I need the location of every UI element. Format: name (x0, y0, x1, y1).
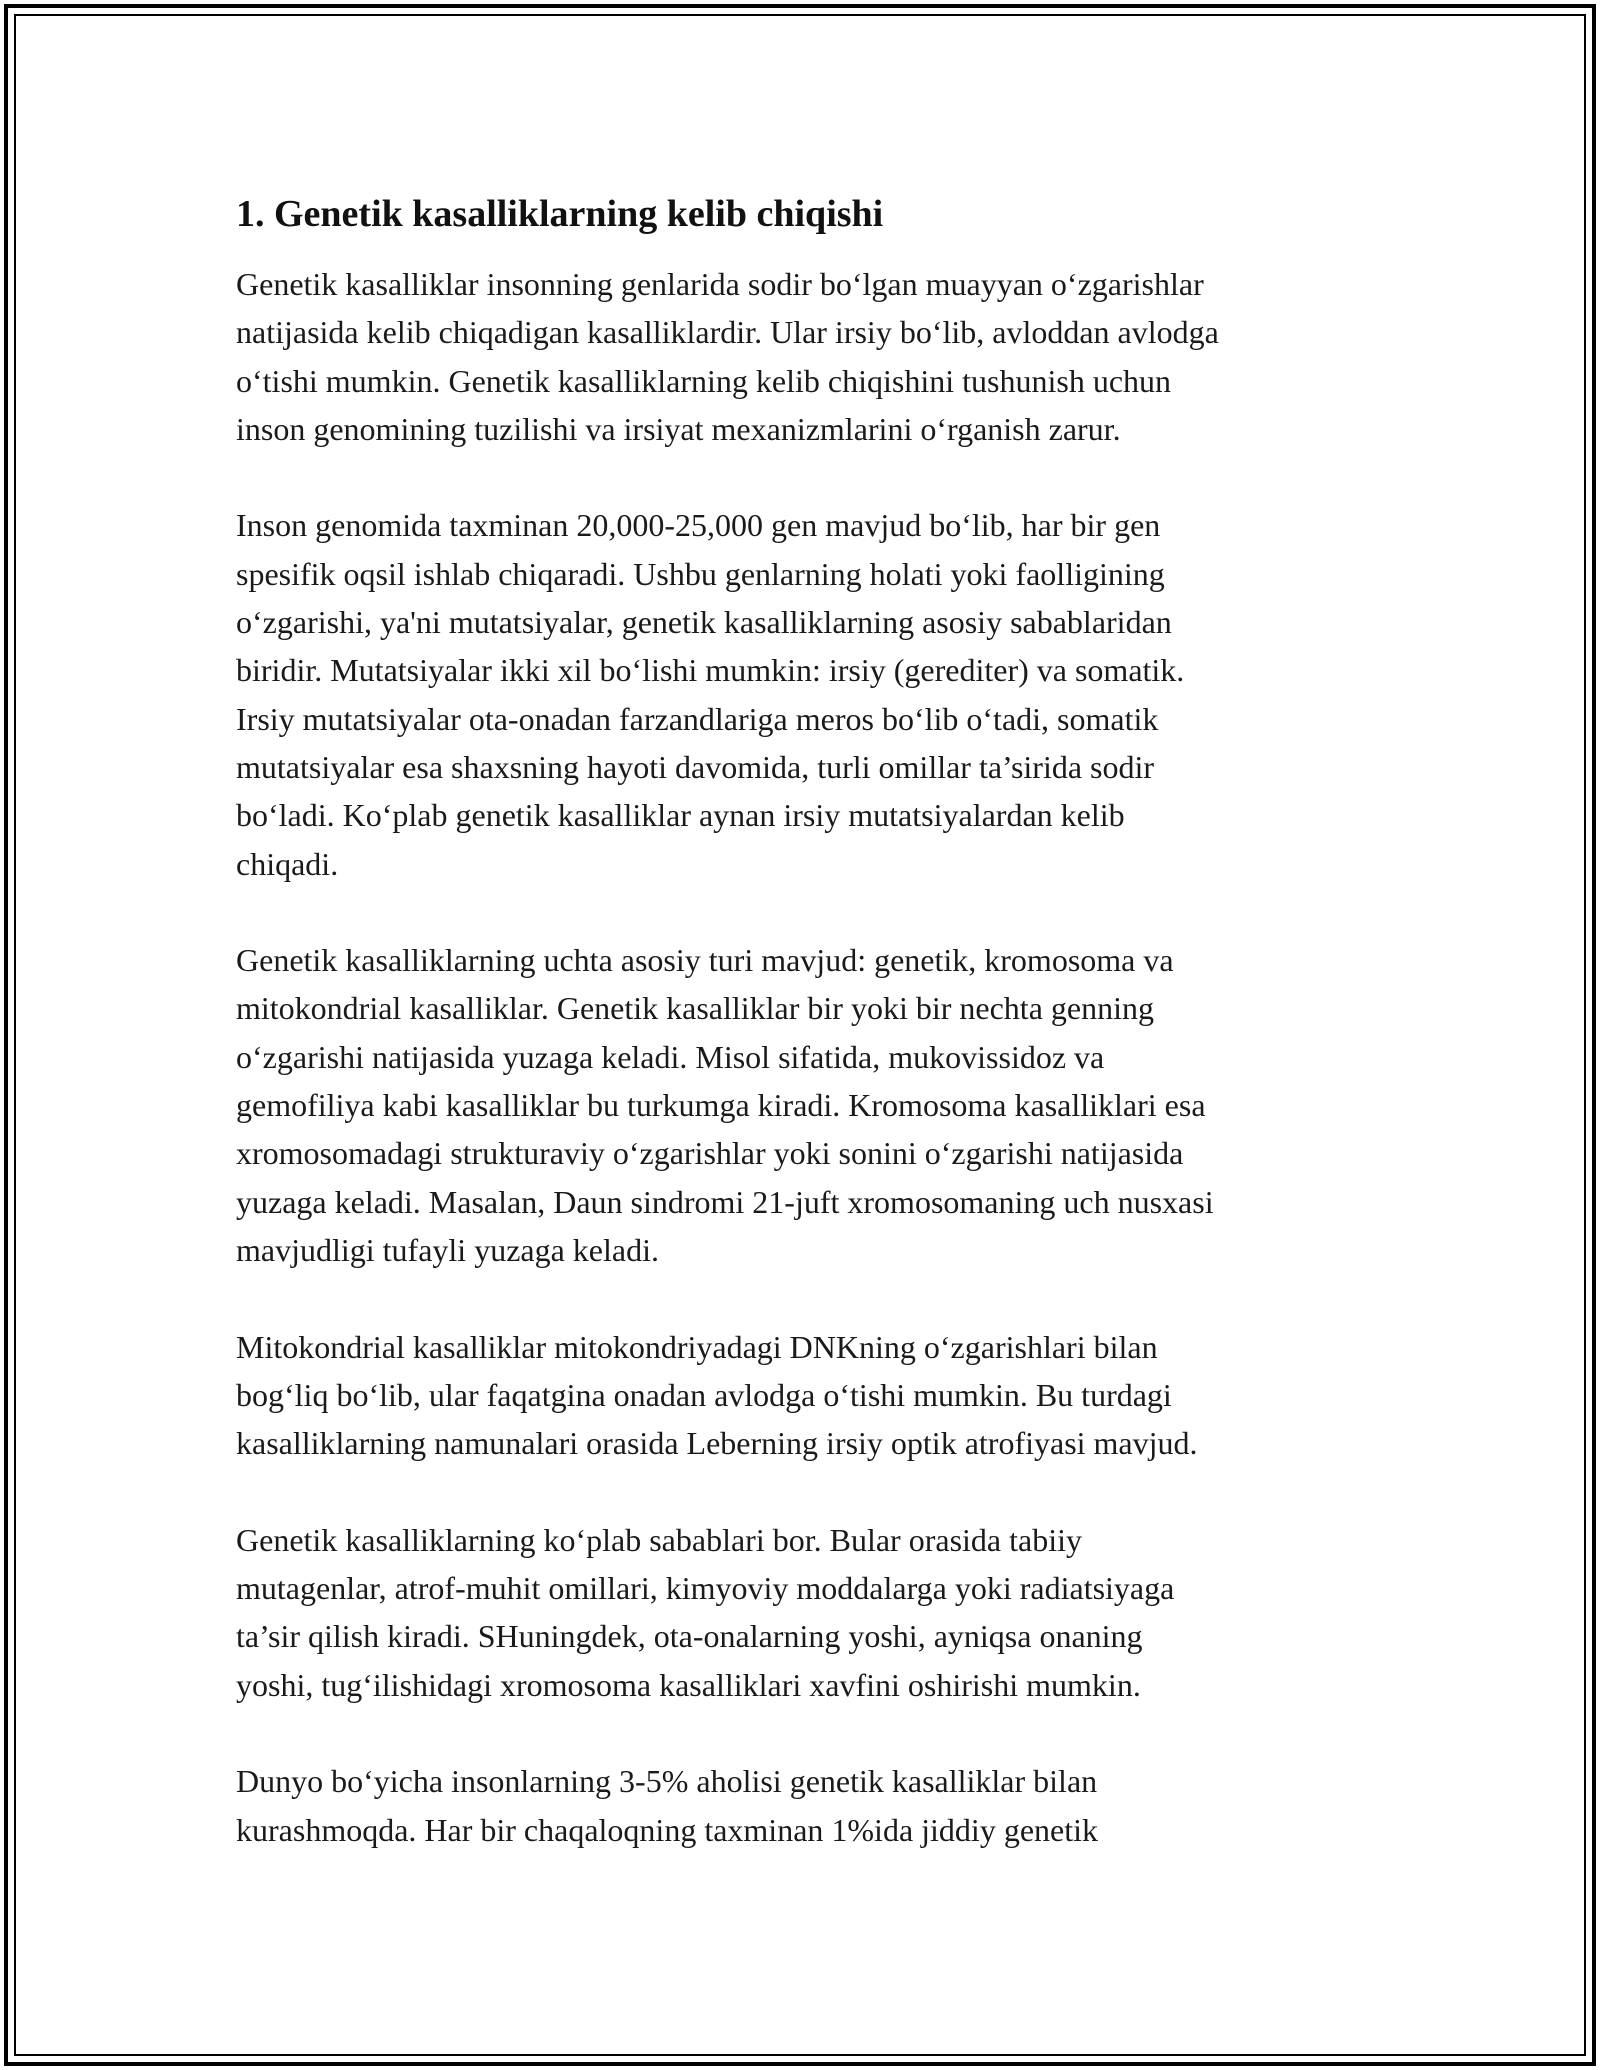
paragraph-6: Dunyo bo‘yicha insonlarning 3-5% aholisi genetik kasalliklar bilan kurashmoqda. Har bir chaqaloqning taxminan 1%ida jiddiy genetik (236, 1763, 1098, 1848)
paragraph-5: Genetik kasalliklarning ko‘plab sabablari bor. Bular orasida tabiiy mutagenlar, atrof-muhit omillari, kimyoviy moddalarga yoki radiatsiyaga ta’sir qilish kiradi. SHuningdek, ota-onalarning yoshi, ayniqsa onaning yoshi, tug‘ilishidagi xromosoma kasalliklari xavfini oshirishi mumkin. (236, 1521, 1175, 1703)
paragraph-3: Genetik kasalliklarning uchta asosiy turi mavjud: genetik, kromosoma va mitokondrial kasalliklar. Genetik kasalliklar bir yoki bir nechta genning o‘zgarishi natijasida yuzaga keladi. Misol sifatida, mukovissidoz va gemofiliya kabi kasalliklar bu turkumga kiradi. Kromosoma kasalliklari esa xromosomadagi strukturaviy o‘zgarishlar yoki sonini o‘zgarishi natijasida yuzaga keladi. Masalan, Daun sindromi 21-juft xromosomaning uch nusxasi mavjudligi tufayli yuzaga keladi. (236, 942, 1214, 1268)
paragraph-1: Genetik kasalliklar insonning genlarida sodir bo‘lgan muayyan o‘zgarishlar natijasida kelib chiqadigan kasalliklardir. Ular irsiy bo‘lib, avloddan avlodga o‘tishi mumkin. Genetik kasalliklarning kelib chiqishini tushunish uchun inson genomining tuzilishi va irsiyat mexanizmlarini o‘rganish zarur. (236, 266, 1219, 447)
document-body (236, 186, 1396, 1902)
paragraph-2: Inson genomida taxminan 20,000-25,000 gen mavjud bo‘lib, har bir gen spesifik oqsil ishlab chiqaradi. Ushbu genlarning holati yoki faolligining o‘zgarishi, ya'ni mutatsiyalar, genetik kasalliklarning asosiy sabablaridan biridir. Mutatsiyalar ikki xil bo‘lishi mumkin: irsiy (gerediter) va somatik. Irsiy mutatsiyalar ota-onadan farzandlariga meros bo‘lib o‘tadi, somatik mutatsiyalar esa shaxsning hayoti davomida, turli omillar ta’sirida sodir bo‘ladi. Ko‘plab genetik kasalliklar aynan irsiy mutatsiyalardan kelib chiqadi. (236, 507, 1185, 882)
paragraph-4: Mitokondrial kasalliklar mitokondriyadagi DNKning o‘zgarishlari bilan bog‘liq bo‘lib, ular faqatgina onadan avlodga o‘tishi mumkin. Bu turdagi kasalliklarning namunalari orasida Leberning irsiy optik atrofiyasi mavjud. (236, 1328, 1198, 1462)
section-heading: 1. Genetik kasalliklarning kelib chiqishi (236, 193, 884, 235)
